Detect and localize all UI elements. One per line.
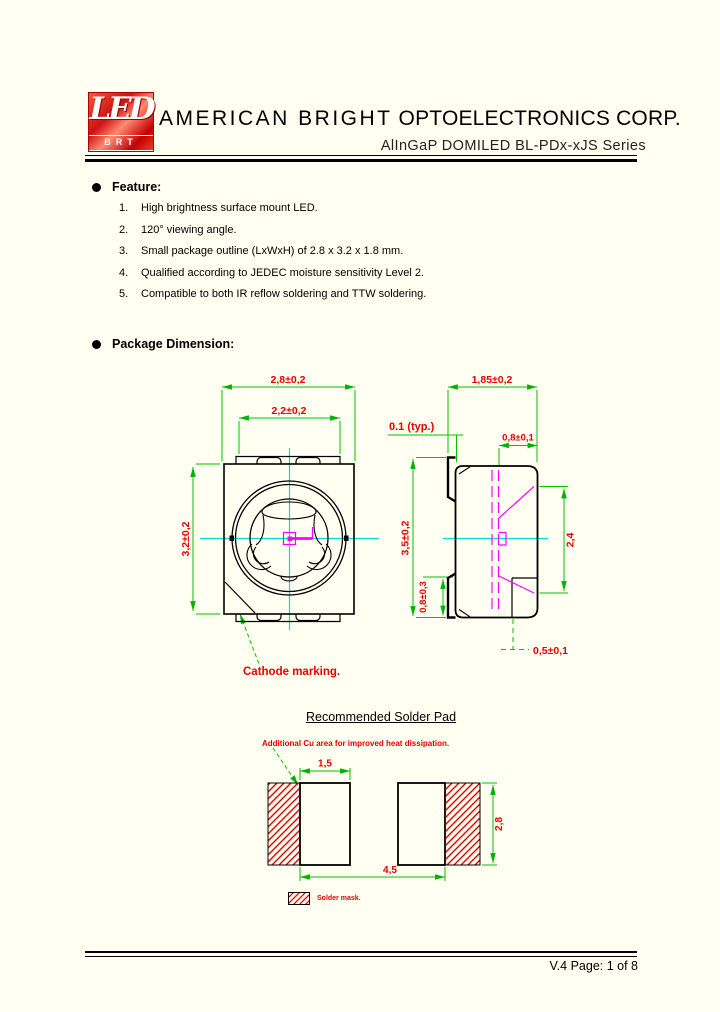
cu-area-right <box>445 783 480 865</box>
solder-pad-heading: Recommended Solder Pad <box>306 710 457 724</box>
dim-pad-span: 4,5 <box>383 865 397 876</box>
series-subtitle: AlInGaP DOMILED BL-PDx-xJS Series <box>380 138 646 154</box>
feature-list <box>92 203 632 301</box>
title-main: AMERICAN BRIGHT <box>159 107 393 130</box>
package-dimension-drawing <box>160 360 615 690</box>
cathode-chamfer-line <box>225 582 255 613</box>
item-number: 1. <box>119 202 129 214</box>
dim-side-depth: 1,85±0,2 <box>471 374 513 386</box>
dim-pad-height: 2,8 <box>494 817 505 831</box>
feature-heading-row <box>92 180 632 194</box>
item-text: High brightness surface mount LED. <box>141 202 318 214</box>
cu-area-note: Additional Cu area for improved heat dissipation. <box>262 739 450 748</box>
front-lens <box>225 481 349 613</box>
list-item <box>92 289 632 301</box>
dim-pad-width: 1,5 <box>318 758 332 770</box>
package-heading-row <box>92 337 632 351</box>
package-dimension-heading: Package Dimension: <box>112 337 235 351</box>
title-rest: OPTOELECTRONICS CORP. <box>392 107 681 130</box>
list-item <box>92 225 632 237</box>
header-divider <box>85 155 637 162</box>
dim-front-width: 2,8±0,2 <box>270 374 306 386</box>
item-text: Small package outline (LxWxH) of 2.8 x 3.2 x 1.8 mm. <box>141 245 404 257</box>
item-text: Compatible to both IR reflow soldering and TTW soldering. <box>141 288 427 300</box>
dim-standoff: 0,5±0,1 <box>533 645 568 657</box>
cu-area-left <box>268 783 300 865</box>
solder-pad-drawing <box>253 744 517 914</box>
item-number: 4. <box>119 266 129 279</box>
item-text: 120° viewing angle. <box>141 223 237 236</box>
front-die-marks <box>284 527 313 545</box>
bullet-icon <box>92 183 101 192</box>
legend-label: Solder mask. <box>317 895 361 902</box>
item-number: 2. <box>119 223 129 236</box>
feature-heading: Feature: <box>112 180 162 194</box>
logo-led-text: LED <box>89 91 153 127</box>
dim-lead-thickness: 0.1 (typ.) <box>389 421 435 433</box>
bottom-lead <box>448 574 456 618</box>
front-view <box>180 374 379 678</box>
package-dimension-section <box>92 337 632 351</box>
page-footer: V.4 Page: 1 of 8 <box>549 959 638 973</box>
list-item <box>92 246 632 258</box>
company-logo <box>88 92 154 152</box>
dim-inner-height: 2,4 <box>564 532 577 548</box>
bullet-icon <box>92 340 101 349</box>
hatch-swatch-icon <box>288 892 310 905</box>
dim-front-inner-width: 2,2±0,2 <box>271 405 307 417</box>
dim-front-height: 3,2±0,2 <box>180 521 192 557</box>
feature-section <box>92 180 632 311</box>
item-text: Qualified according to JEDEC moisture sensitivity Level 2. <box>141 266 425 279</box>
side-view <box>388 374 577 657</box>
solder-pads <box>268 783 480 865</box>
list-item <box>92 268 632 280</box>
item-number: 3. <box>119 245 129 257</box>
page-title <box>159 107 681 131</box>
side-package-outline <box>448 458 538 618</box>
dim-top-lead: 0,8±0,1 <box>502 432 534 444</box>
dim-bottom-lead: 0,8±0,3 <box>418 581 429 613</box>
item-number: 5. <box>119 288 129 300</box>
cathode-marking-label: Cathode marking. <box>243 666 341 678</box>
top-lead <box>448 458 456 502</box>
side-leadframe <box>492 470 534 612</box>
pad-left <box>300 783 350 865</box>
footer-divider <box>85 951 637 957</box>
list-item <box>92 203 632 215</box>
solder-mask-legend <box>288 892 361 905</box>
pad-right <box>398 783 445 865</box>
logo-brt-text: BRT <box>89 135 153 151</box>
dim-side-height: 3,5±0,2 <box>399 520 412 556</box>
